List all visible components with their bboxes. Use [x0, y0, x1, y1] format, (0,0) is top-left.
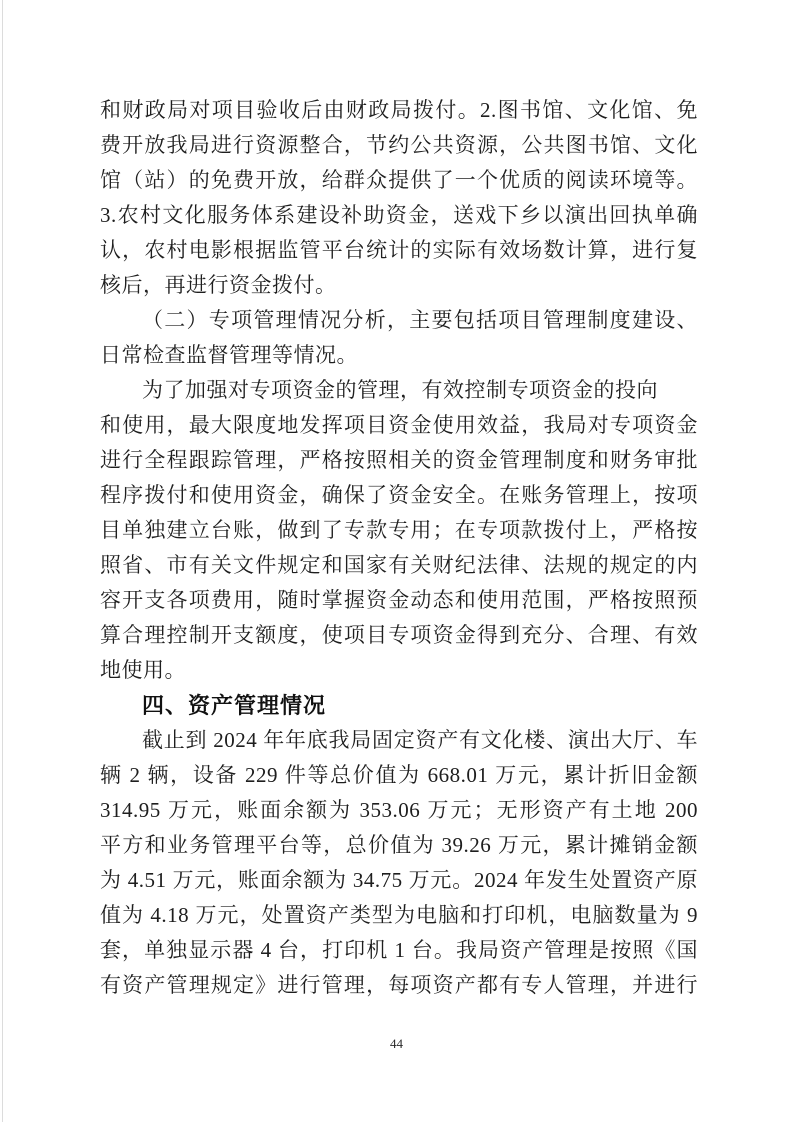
text-line: 314.95 万元，账面余额为 353.06 万元；无形资产有土地 200	[100, 798, 698, 822]
text-line: 有资产管理规定》进行管理，每项资产都有专人管理，并进行	[100, 973, 698, 997]
text-line: 进行全程跟踪管理，严格按照相关的资金管理制度和财务审批	[100, 448, 698, 472]
text-line: 辆 2 辆，设备 229 件等总价值为 668.01 万元，累计折旧金额	[100, 763, 698, 787]
text-line: 地使用。	[100, 658, 186, 682]
page-number: 44	[390, 1036, 403, 1051]
text-line: 容开支各项费用，随时掌握资金动态和使用范围，严格按照预	[100, 588, 698, 612]
text-line: 截止到 2024 年年底我局固定资产有文化楼、演出大厅、车	[142, 728, 698, 752]
text-line: 值为 4.18 万元，处置资产类型为电脑和打印机，电脑数量为 9	[100, 903, 698, 927]
text-line: 认，农村电影根据监管平台统计的实际有效场数计算，进行复	[100, 238, 698, 262]
text-line: 目单独建立台账，做到了专款专用；在专项款拨付上，严格按	[100, 518, 698, 542]
page-edge-line	[2, 0, 3, 1122]
text-line: 套，单独显示器 4 台，打印机 1 台。我局资产管理是按照《国	[100, 938, 698, 962]
text-line: 费开放我局进行资源整合，节约公共资源，公共图书馆、文化	[100, 133, 698, 157]
text-line: 3.农村文化服务体系建设补助资金，送戏下乡以演出回执单确	[100, 203, 698, 227]
text-line: 和使用，最大限度地发挥项目资金使用效益，我局对专项资金	[100, 413, 698, 437]
text-line: 为了加强对专项资金的管理，有效控制专项资金的投向	[142, 378, 658, 402]
text-line: 馆（站）的免费开放，给群众提供了一个优质的阅读环境等。	[100, 168, 698, 192]
section-heading: 四、资产管理情况	[142, 693, 327, 718]
text-line: 平方和业务管理平台等，总价值为 39.26 万元，累计摊销金额	[100, 833, 698, 857]
text-line: （二）专项管理情况分析，主要包括项目管理制度建设、	[142, 308, 698, 332]
text-line: 程序拨付和使用资金，确保了资金安全。在账务管理上，按项	[100, 483, 698, 507]
text-line: 和财政局对项目验收后由财政局拨付。2.图书馆、文化馆、免	[100, 98, 698, 122]
text-line: 算合理控制开支额度，使项目专项资金得到充分、合理、有效	[100, 623, 698, 647]
text-line: 照省、市有关文件规定和国家有关财纪法律、法规的规定的内	[100, 553, 698, 577]
text-line: 为 4.51 万元，账面余额为 34.75 万元。2024 年发生处置资产原	[100, 868, 698, 892]
text-line: 核后，再进行资金拨付。	[100, 273, 337, 297]
text-block	[100, 93, 698, 1003]
text-line: 日常检查监督管理等情况。	[100, 343, 358, 367]
